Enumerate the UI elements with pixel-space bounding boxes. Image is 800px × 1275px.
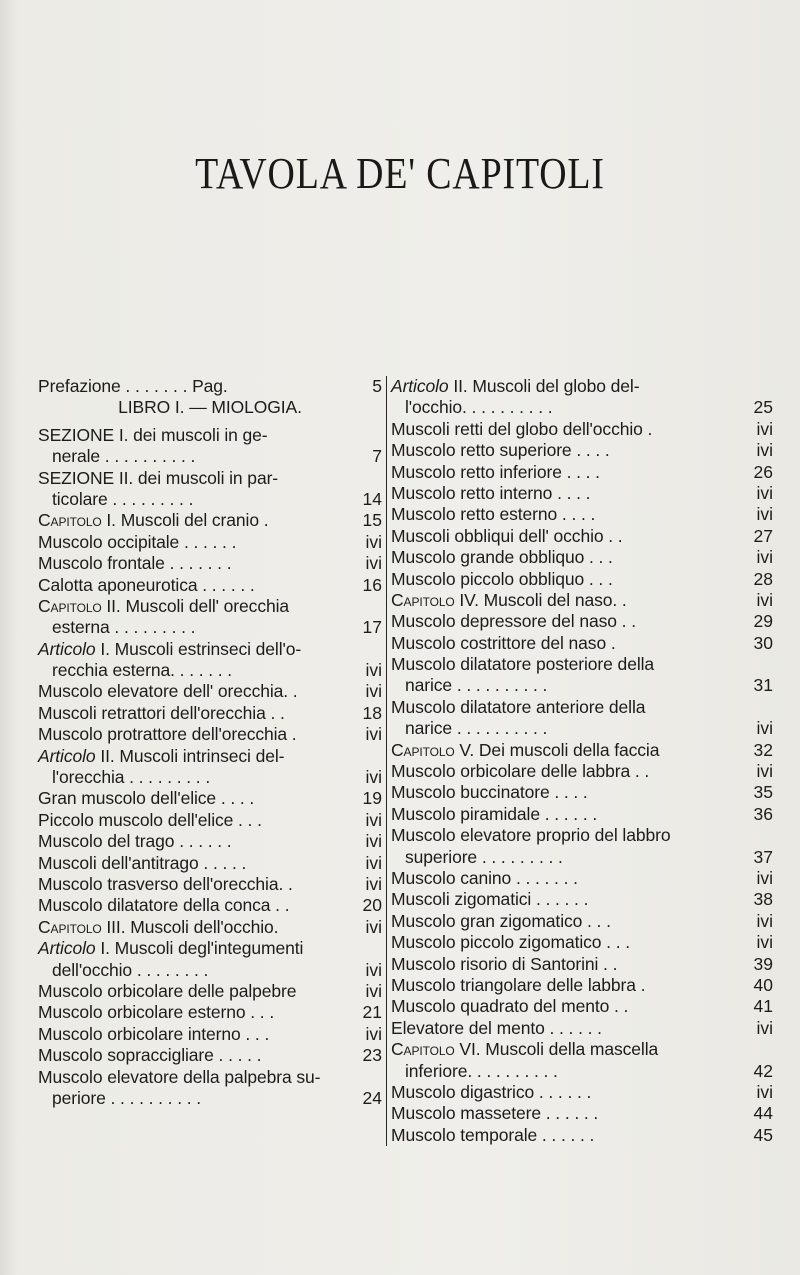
toc-entry-text: periore . . . . . . . . . . <box>52 1087 202 1108</box>
toc-entry <box>391 526 773 547</box>
toc-entry-text: Muscolo frontale . . . . . . . <box>38 553 232 574</box>
toc-entry-page: ivi <box>365 873 382 894</box>
toc-entry-page: 29 <box>753 611 773 632</box>
toc-entry-text: Muscoli retrattori dell'orecchia . . <box>38 702 285 723</box>
toc-entry-text: Muscolo depressore del naso . . <box>391 611 636 632</box>
toc-entry-page: 36 <box>753 803 773 824</box>
toc-entry-text: Muscolo protrattore dell'orecchia . <box>38 724 297 745</box>
toc-entry-text: Muscolo sopraccigliare . . . . . <box>38 1045 262 1066</box>
toc-entry <box>391 483 773 504</box>
toc-entry <box>391 825 773 846</box>
toc-entry-page: ivi <box>365 681 382 702</box>
toc-entry-text: Muscolo retto superiore . . . . <box>391 440 610 461</box>
toc-entry-text: Capitolo II. Muscoli dell' orecchia <box>38 595 290 616</box>
toc-entry-text: l'orecchia . . . . . . . . . <box>52 767 211 788</box>
toc-entry <box>391 397 773 418</box>
toc-entry-text: SEZIONE I. dei muscoli in ge- <box>38 424 268 445</box>
toc-entry-page: 35 <box>753 782 773 803</box>
toc-entry-text: ticolare . . . . . . . . . <box>52 488 194 509</box>
toc-entry-page: ivi <box>756 932 773 953</box>
toc-entry <box>38 788 382 809</box>
toc-entry-page: ivi <box>756 440 773 461</box>
toc-entry <box>38 446 382 467</box>
toc-entry-page: ivi <box>365 767 382 788</box>
toc-entry-text: Muscolo gran zigomatico . . . <box>391 910 611 931</box>
toc-entry-page: 27 <box>753 525 773 546</box>
toc-entry-text: Calotta aponeurotica . . . . . . <box>38 574 255 595</box>
toc-entry <box>38 425 382 446</box>
toc-entry <box>391 868 773 889</box>
toc-entry-text: Muscolo buccinatore . . . . <box>391 782 588 803</box>
toc-entry-page: ivi <box>365 831 382 852</box>
toc-entry-text: Capitolo V. Dei muscoli della faccia <box>391 739 660 760</box>
toc-entry <box>391 911 773 932</box>
toc-entry-text: Muscolo del trago . . . . . . <box>38 831 232 852</box>
toc-entry-page: 21 <box>362 1002 382 1023</box>
toc-entry-page: 19 <box>362 788 382 809</box>
toc-entry-text: Muscolo triangolare delle labbra . <box>391 974 646 995</box>
toc-entry-text: narice . . . . . . . . . . <box>405 718 548 739</box>
toc-entry <box>38 767 382 788</box>
toc-entry-text: Articolo I. Muscoli estrinseci dell'o- <box>38 638 302 659</box>
toc-entry-text: Muscolo elevatore dell' orecchia. . <box>38 681 298 702</box>
toc-entry-text: inferiore. . . . . . . . . . <box>405 1060 558 1081</box>
toc-entry-text: recchia esterna. . . . . . . <box>52 660 233 681</box>
toc-entry-text: Muscolo elevatore della palpebra su- <box>38 1066 321 1087</box>
toc-entry-page: ivi <box>365 980 382 1001</box>
toc-entry-text: Muscolo orbicolare interno . . . <box>38 1023 270 1044</box>
toc-entry-page: ivi <box>756 547 773 568</box>
toc-entry-text: Capitolo I. Muscoli del cranio . <box>38 510 269 531</box>
toc-entry-page: ivi <box>365 553 382 574</box>
toc-entry <box>38 1002 382 1023</box>
toc-entry <box>391 761 773 782</box>
toc-entry-text: Muscolo quadrato del mento . . <box>391 996 629 1017</box>
toc-entry-page: ivi <box>756 504 773 525</box>
toc-entry <box>391 718 773 739</box>
toc-entry <box>38 981 382 1002</box>
toc-entry-text: dell'occhio . . . . . . . . <box>52 959 209 980</box>
toc-entry-text: Articolo I. Muscoli degl'integumenti <box>38 938 304 959</box>
toc-entry <box>38 703 382 724</box>
toc-entry-page: ivi <box>756 589 773 610</box>
toc-entry <box>38 397 382 418</box>
toc-entry-page: ivi <box>365 809 382 830</box>
toc-entry-text: Muscolo trasverso dell'orecchia. . <box>38 873 293 894</box>
toc-entry-page: 26 <box>753 461 773 482</box>
toc-entry-page: 20 <box>362 895 382 916</box>
toc-entry <box>391 889 773 910</box>
toc-entry-page: 31 <box>753 675 773 696</box>
toc-entry-page: 24 <box>362 1087 382 1108</box>
toc-entry <box>391 376 773 397</box>
toc-entry-text: SEZIONE II. dei muscoli in par- <box>38 467 279 488</box>
toc-entry-text: Articolo II. Muscoli del globo del- <box>391 376 640 396</box>
toc-entry <box>38 639 382 660</box>
toc-entry <box>391 633 773 654</box>
toc-entry <box>391 590 773 611</box>
toc-entry <box>38 960 382 981</box>
toc-entry <box>38 938 382 959</box>
toc-entry-text: Muscolo dilatatore posteriore della <box>391 654 655 675</box>
toc-entry-text: Capitolo VI. Muscoli della mascella <box>391 1039 659 1060</box>
toc-entry <box>38 746 382 767</box>
toc-entry-text: Muscolo orbicolare delle labbra . . <box>391 761 650 782</box>
toc-entry <box>391 1082 773 1103</box>
toc-entry-text: Muscolo occipitale . . . . . . <box>38 531 237 552</box>
toc-entry-page: ivi <box>365 959 382 980</box>
toc-entry-page: 32 <box>753 739 773 760</box>
toc-entry-text: l'occhio. . . . . . . . . . <box>405 397 553 418</box>
page-title: TAVOLA DE' CAPITOLI <box>195 149 605 198</box>
toc-entry-page: ivi <box>756 1017 773 1038</box>
toc-entry <box>38 1045 382 1066</box>
toc-entry-page: ivi <box>756 1081 773 1102</box>
toc-entry-page: ivi <box>756 910 773 931</box>
toc-entry-text: Gran muscolo dell'elice . . . . <box>38 788 255 809</box>
toc-entry-text: Muscolo massetere . . . . . . <box>391 1103 599 1124</box>
toc-entry <box>391 611 773 632</box>
toc-entry-text: Muscolo costrittore del naso . <box>391 632 616 653</box>
toc-entry-page: ivi <box>756 761 773 782</box>
toc-entry-page: 45 <box>753 1124 773 1145</box>
toc-entry <box>391 804 773 825</box>
toc-entry-page: 42 <box>753 1060 773 1081</box>
toc-entry <box>38 376 382 397</box>
toc-entry <box>38 660 382 681</box>
toc-entry-page: ivi <box>365 531 382 552</box>
toc-entry-page: 38 <box>753 889 773 910</box>
toc-entry-page: 41 <box>753 996 773 1017</box>
toc-entry-page: ivi <box>365 916 382 937</box>
toc-entry <box>38 1088 382 1109</box>
toc-entry <box>391 1018 773 1039</box>
toc-entry <box>38 617 382 638</box>
toc-entry-text: Muscolo orbicolare delle palpebre <box>38 980 297 1001</box>
toc-entry-page: ivi <box>365 660 382 681</box>
toc-entry-text: Muscolo retto esterno . . . . <box>391 504 596 525</box>
toc-entry-text: Muscolo elevatore proprio del labbro <box>391 825 671 846</box>
toc-entry-page: 16 <box>362 574 382 595</box>
toc-entry-page: 7 <box>372 446 382 467</box>
toc-entry-text: Muscolo piccolo obbliquo . . . <box>391 568 613 589</box>
toc-entry-page: ivi <box>756 867 773 888</box>
toc-entry <box>38 553 382 574</box>
toc-entry-text: Muscolo piramidale . . . . . . <box>391 803 598 824</box>
toc-entry-text: Elevatore del mento . . . . . . <box>391 1017 602 1038</box>
toc-entry <box>391 440 773 461</box>
toc-entry-page: ivi <box>365 1023 382 1044</box>
toc-entry-text: Muscoli obbliqui dell' occhio . . <box>391 525 623 546</box>
toc-entry-page: ivi <box>756 718 773 739</box>
toc-entry-page: 44 <box>753 1103 773 1124</box>
toc-entry-text: Muscolo orbicolare esterno . . . <box>38 1002 275 1023</box>
toc-entry-page: 23 <box>362 1045 382 1066</box>
toc-entry <box>38 1024 382 1045</box>
toc-entry-text: Muscolo dilatatore della conca . . <box>38 895 290 916</box>
toc-entry <box>38 1067 382 1088</box>
toc-entry <box>38 831 382 852</box>
toc-entry-text: Articolo II. Muscoli intrinseci del- <box>38 745 285 766</box>
toc-entry-text: Muscolo grande obbliquo . . . <box>391 547 613 568</box>
toc-entry-text: Muscoli zigomatici . . . . . . <box>391 889 589 910</box>
toc-entry <box>38 468 382 489</box>
toc-entry-page: 18 <box>362 702 382 723</box>
toc-entry-page: 39 <box>753 953 773 974</box>
toc-entry <box>391 419 773 440</box>
toc-entry <box>38 510 382 531</box>
toc-entry-page: 15 <box>362 510 382 531</box>
toc-entry <box>38 489 382 510</box>
toc-entry <box>391 975 773 996</box>
toc-entry-text: Muscolo retto inferiore . . . . <box>391 461 600 482</box>
toc-entry-page: ivi <box>365 724 382 745</box>
toc-entry-text: Muscolo canino . . . . . . . <box>391 867 578 888</box>
toc-entry <box>391 932 773 953</box>
toc-entry-text: Muscolo dilatatore anteriore della <box>391 696 646 717</box>
toc-entry-page: 5 <box>372 376 382 396</box>
toc-entry-page: 30 <box>753 632 773 653</box>
toc-entry <box>391 654 773 675</box>
toc-column-left <box>38 376 382 1109</box>
toc-entry <box>391 697 773 718</box>
toc-entry-text: Capitolo III. Muscoli dell'occhio. <box>38 916 279 937</box>
toc-entry-page: 40 <box>753 974 773 995</box>
toc-entry-page: 25 <box>753 397 773 418</box>
toc-entry <box>391 675 773 696</box>
toc-entry <box>38 917 382 938</box>
toc-entry <box>38 853 382 874</box>
toc-entry <box>38 532 382 553</box>
toc-entry-text: narice . . . . . . . . . . <box>405 675 548 696</box>
toc-entry-text: Prefazione . . . . . . . Pag. <box>38 376 228 396</box>
toc-entry <box>391 1103 773 1124</box>
toc-entry-text: Muscolo temporale . . . . . . <box>391 1124 595 1145</box>
toc-entry <box>38 596 382 617</box>
toc-entry <box>391 547 773 568</box>
toc-entry-page: 37 <box>753 846 773 867</box>
toc-entry-page: 14 <box>362 488 382 509</box>
toc-entry <box>391 1061 773 1082</box>
toc-entry <box>38 681 382 702</box>
toc-entry <box>391 462 773 483</box>
toc-entry-text: Muscoli retti del globo dell'occhio . <box>391 418 653 439</box>
toc-entry <box>391 569 773 590</box>
toc-entry <box>38 874 382 895</box>
toc-entry <box>391 1039 773 1060</box>
toc-entry <box>391 782 773 803</box>
toc-entry <box>391 504 773 525</box>
toc-entry <box>391 1125 773 1146</box>
toc-entry <box>391 740 773 761</box>
toc-entry-page: 17 <box>362 617 382 638</box>
toc-entry <box>391 954 773 975</box>
toc-entry <box>391 847 773 868</box>
toc-entry-text: Muscolo piccolo zigomatico . . . <box>391 932 630 953</box>
toc-entry <box>38 575 382 596</box>
toc-entry-text: Muscolo retto interno . . . . <box>391 482 591 503</box>
toc-entry-text: esterna . . . . . . . . . <box>52 617 196 638</box>
toc-entry-text: Muscoli dell'antitrago . . . . . <box>38 852 247 873</box>
toc-entry-text: LIBRO I. — MIOLOGIA. <box>118 397 302 418</box>
toc-entry-text: Muscolo digastrico . . . . . . <box>391 1081 592 1102</box>
toc-entry-text: Capitolo IV. Muscoli del naso. . <box>391 589 627 610</box>
toc-entry-page: ivi <box>756 418 773 439</box>
toc-entry <box>38 724 382 745</box>
toc-entry-page: ivi <box>365 852 382 873</box>
toc-entry <box>391 996 773 1017</box>
toc-entry-text: Piccolo muscolo dell'elice . . . <box>38 809 262 830</box>
toc-entry-text: superiore . . . . . . . . . <box>405 846 563 867</box>
toc-column-right <box>386 376 773 1146</box>
toc-entry-text: nerale . . . . . . . . . . <box>52 446 196 467</box>
toc-entry <box>38 895 382 916</box>
toc-entry-page: 28 <box>753 568 773 589</box>
toc-entry <box>38 810 382 831</box>
toc-entry-page: ivi <box>756 482 773 503</box>
toc-entry-text: Muscolo risorio di Santorini . . <box>391 953 618 974</box>
